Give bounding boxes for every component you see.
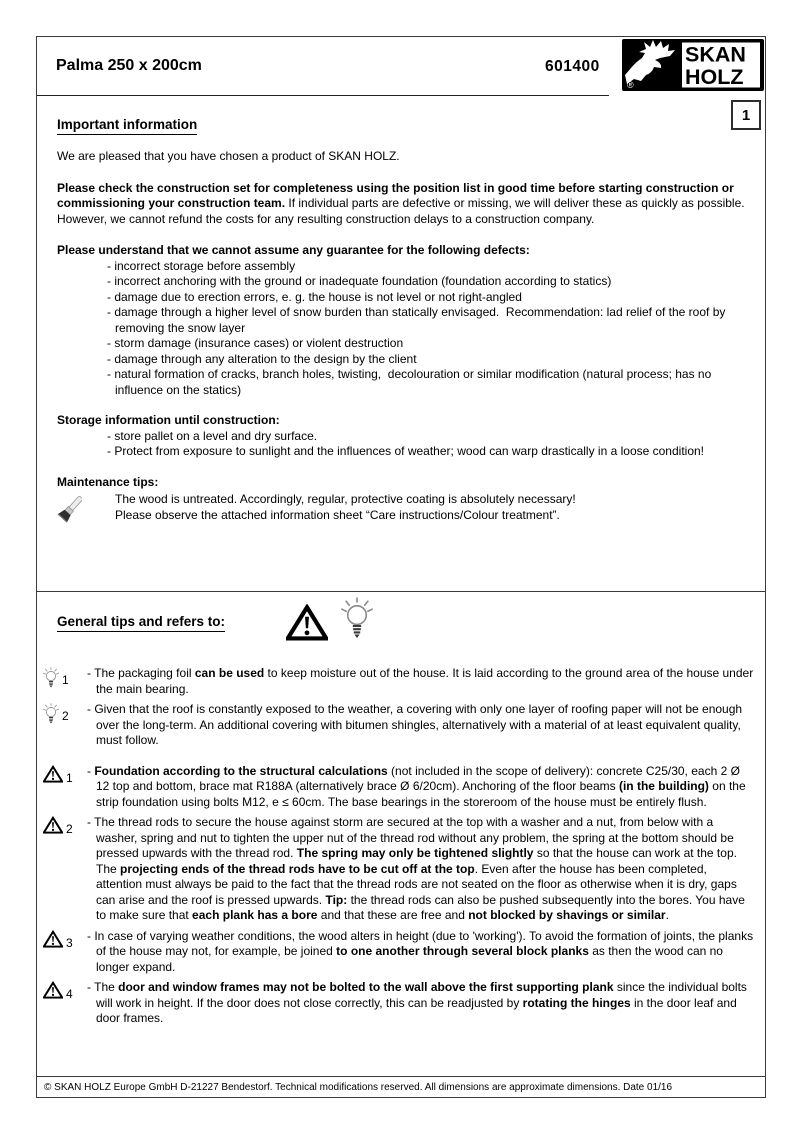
tip-number: 2 (62, 709, 69, 723)
document-header (37, 37, 765, 95)
document-page (36, 36, 766, 1098)
tip-text: - The door and window frames may not be bolted to the wall above the first supporting plank since the individual bolts will work in height. If the door does not close correctly, this can be readjusted by rotating the hinges in the door leaf and door frames. (87, 980, 751, 1025)
tip-number: 1 (62, 673, 69, 687)
registered-mark: ® (627, 80, 634, 90)
article-number: 601400 (545, 58, 600, 75)
tip-text: - The packaging foil can be used to keep moisture out of the house. It is laid according to the ground area of the house under the main bearing. (87, 666, 757, 696)
defect-item: - incorrect storage before assembly (107, 258, 296, 273)
header-divider (37, 95, 609, 96)
tip-text: - Foundation according to the structural calculations (not included in the scope of delivery): concrete C25/30, each 2 Ø 12 top and bottom, brace mat R188A (alternatively brace Ø 6/20cm). Anchoring of the floor beams (in the building) on the strip foundation using bolts M12, e ≤ 60cm. The base bearings in the storeroom of the house must be entirely flush. (87, 763, 749, 809)
tip-row (43, 980, 755, 1027)
logo-text-skan: SKAN (685, 42, 746, 67)
guarantee-heading: Please understand that we cannot assume any guarantee for the following defects: (57, 243, 530, 257)
storage-item: - Protect from exposure to sunlight and the influences of weather; wood can warp drastically in a loose condition! (107, 444, 704, 458)
defect-item: - incorrect anchoring with the ground or inadequate foundation (foundation according to statics) (107, 274, 612, 288)
general-tips-header (37, 592, 765, 648)
lightbulb-icon (43, 703, 59, 724)
defect-item: - damage through any alteration to the design by the client (107, 351, 417, 366)
skanholz-logo (622, 39, 764, 91)
footer-bar (36, 1076, 766, 1098)
tip-row (43, 702, 755, 749)
warning-triangle-icon (286, 604, 328, 641)
logo-text-holz: HOLZ (685, 65, 744, 89)
tip-number: 2 (66, 822, 73, 836)
tip-row (43, 929, 755, 976)
general-tips-box (36, 591, 766, 1077)
tip-row (43, 764, 755, 811)
maintenance-heading: Maintenance tips: (57, 474, 159, 489)
tips-list (37, 666, 765, 1027)
intro-paragraph: We are pleased that you have chosen a product of SKAN HOLZ. (57, 149, 400, 163)
tip-number: 4 (66, 987, 73, 1001)
warning-triangle-icon (43, 765, 63, 783)
tip-text: - In case of varying weather conditions, the wood alters in height (due to 'working'). To avoid the formation of joints, the planks of the house may not, for example, be joined to one another through several block planks as then the wood can no longer expand. (87, 928, 757, 974)
footer-copyright: © SKAN HOLZ Europe GmbH D-21227 Bendestorf. Technical modifications reserved. All dimensions are approximate dimensions. Date 01/16 (44, 1081, 673, 1093)
tip-text: - Given that the roof is constantly exposed to the weather, a covering with only one layer of roofing paper will not be enough over the long-term. An additional covering with bitumen shingles, alternatively with a material of at least equivalent quality, must follow. (87, 702, 746, 747)
tip-number: 3 (66, 935, 73, 950)
lightbulb-icon (43, 667, 59, 688)
maintenance-text (115, 492, 576, 532)
important-information-box (36, 36, 766, 592)
warning-triangle-icon (43, 930, 63, 948)
tip-text: - The thread rods to secure the house against storm are secured at the top with a washer and a nut, from below with a washer, spring and nut to tighten the upper nut of the thread rod without any problem, the spring at the bottom should be pressed upwards with the thread rod. The spring may only be tightened slightly so that the house can work at the top. The projecting ends of the thread rods have to be cut off at the top. Even after the house has been completed, attention must always be paid to the fact that the thread rods are not seated on the floor as otherwise when it is dry, gaps can arise and the roof is pressed upwards. Tip: the thread rods can also be pushed subsequently into the bores. You have to make sure that each plank has a bore and that these are free and not blocked by shavings or similar. (87, 815, 749, 922)
tip-number: 1 (66, 770, 73, 785)
storage-list (107, 429, 745, 460)
defect-item: - damage through a higher level of snow burden than statically envisaged. Recommendation: lad relief of the roof by removing the snow layer (107, 305, 729, 335)
page-number: 1 (731, 100, 761, 130)
page-title: Palma 250 x 200cm (56, 57, 202, 74)
storage-heading: Storage information until construction: (57, 413, 280, 427)
defect-item: - natural formation of cracks, branch holes, twisting, decolouration or similar modification (natural process; has no influence on the statics) (107, 367, 715, 397)
general-tips-heading: General tips and refers to: (57, 614, 225, 632)
defect-item: - damage due to erection errors, e. g. the house is not level or not right-angled (107, 289, 522, 304)
lightbulb-icon (341, 597, 373, 639)
defect-item: - storm damage (insurance cases) or violent destruction (107, 336, 404, 350)
warning-triangle-icon (43, 816, 63, 834)
warning-triangle-icon (43, 981, 63, 999)
defects-list (107, 259, 745, 399)
storage-item: - store pallet on a level and dry surface. (107, 428, 318, 443)
maintenance-line: Please observe the attached information sheet “Care instructions/Colour treatment”. (115, 507, 560, 522)
important-information-heading: Important information (57, 117, 197, 135)
tip-row (43, 815, 755, 924)
paintbrush-icon (53, 495, 87, 532)
maintenance-line: The wood is untreated. Accordingly, regular, protective coating is absolutely necessary! (115, 492, 576, 506)
tip-row (43, 666, 755, 697)
check-paragraph: Please check the construction set for completeness using the position list in good time before starting construction or commissioning your construction team. If individual parts are defective or missing, we will deliver these as quickly as possible. However, we cannot refund the costs for any resulting construction delays to a construction company. (57, 180, 748, 226)
